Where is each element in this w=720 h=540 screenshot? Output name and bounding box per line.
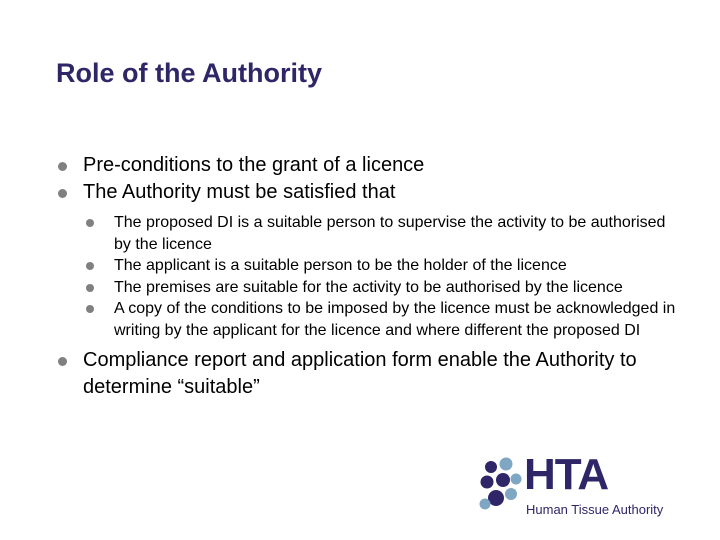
slide-title: Role of the Authority (56, 58, 322, 88)
sub-bullet-text: The premises are suitable for the activity to be authorised by the licence (114, 278, 623, 296)
bullet-icon (58, 357, 67, 366)
bullet-icon (58, 189, 67, 198)
bullet-icon (86, 219, 94, 227)
bullet-list (56, 152, 686, 401)
sub-bullet-text: The applicant is a suitable person to be the holder of the licence (114, 257, 567, 274)
bullet-icon (86, 284, 94, 292)
sub-bullet-list (56, 212, 686, 341)
sub-list-item (83, 212, 686, 255)
sub-bullet-text: The proposed DI is a suitable person to supervise the activity to be authorised by the licence (114, 214, 666, 253)
bullet-text: Compliance report and application form enable the Authority to determine “suitable” (83, 349, 637, 398)
hta-logo (478, 450, 688, 524)
list-item (56, 179, 686, 341)
logo-dots-icon (478, 456, 524, 516)
list-item (56, 347, 686, 401)
sub-list-item (83, 255, 686, 277)
bullet-text: Pre-conditions to the grant of a licence (83, 154, 425, 176)
sub-list-item (83, 298, 686, 341)
sub-list-item (83, 277, 686, 299)
sub-bullet-text: A copy of the conditions to be imposed by the licence must be acknowledged in writing by the applicant for the licence and where different the proposed DI (114, 300, 676, 339)
bullet-text: The Authority must be satisfied that (83, 181, 396, 203)
list-item (56, 152, 686, 179)
logo-subtitle: Human Tissue Authority (526, 502, 664, 517)
bullet-icon (86, 262, 94, 270)
logo-wordmark: HTA (524, 450, 609, 499)
bullet-icon (86, 305, 94, 313)
bullet-icon (58, 162, 67, 171)
